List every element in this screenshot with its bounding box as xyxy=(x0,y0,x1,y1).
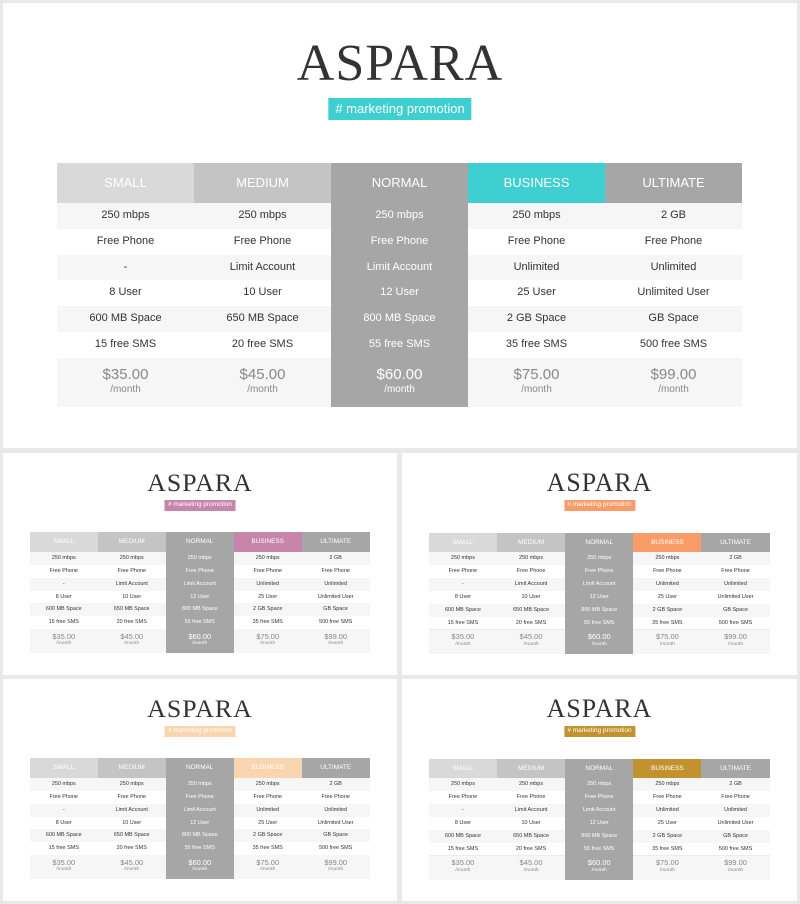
feature-cell: 55 free SMS xyxy=(368,338,431,350)
feature-cell: Free Phone xyxy=(701,791,769,805)
brand-title: ASPARA xyxy=(546,693,653,723)
feature-cell: Free Phone xyxy=(302,791,370,805)
price-box xyxy=(57,358,194,407)
feature-cell: 8 User xyxy=(429,817,497,831)
feature-cell: Limit Account xyxy=(497,804,565,818)
plan-price: $75.00 xyxy=(256,858,280,868)
feature-cell: Limit Account xyxy=(497,578,565,592)
feature-cell: 55 free SMS xyxy=(184,619,215,626)
feature-cell: Free Phone xyxy=(302,565,370,579)
feature-cell: 650 MB Space xyxy=(194,306,331,333)
feature-cell: 600 MB Space xyxy=(30,829,98,843)
plan-column-small[interactable] xyxy=(57,163,194,407)
plan-price: $45.00 xyxy=(120,632,144,642)
plan-price: $35.00 xyxy=(102,365,149,383)
feature-cell: 250 mbps xyxy=(234,778,302,792)
feature-cell: 2 GB xyxy=(701,552,769,566)
feature-cell: 12 User xyxy=(190,593,210,600)
feature-cell: 35 free SMS xyxy=(234,616,302,630)
plan-header: MEDIUM xyxy=(98,532,166,552)
feature-cell: 2 GB Space xyxy=(633,830,701,844)
feature-cell: GB Space xyxy=(302,603,370,617)
plan-price: $99.00 xyxy=(724,632,747,642)
feature-cell: 15 free SMS xyxy=(30,616,98,630)
feature-cell: Unlimited xyxy=(302,804,370,818)
feature-cell: 2 GB Space xyxy=(468,306,605,333)
feature-cell: 250 mbps xyxy=(375,209,424,221)
pricing-slide[interactable] xyxy=(3,453,397,675)
feature-cell: 650 MB Space xyxy=(497,604,565,618)
billing-period: /month xyxy=(124,641,140,647)
billing-period: /month xyxy=(192,867,208,873)
price-box xyxy=(194,358,331,407)
plan-price: $99.00 xyxy=(724,858,747,868)
feature-cell: 55 free SMS xyxy=(584,619,615,626)
feature-cell: 20 free SMS xyxy=(497,617,565,631)
feature-cell: 15 free SMS xyxy=(57,332,194,359)
feature-cell: 250 mbps xyxy=(187,555,212,562)
price-box xyxy=(234,629,302,653)
plan-price: $45.00 xyxy=(519,858,543,868)
plan-header: ULTIMATE xyxy=(701,533,769,553)
price-box xyxy=(302,855,370,879)
plan-header: ULTIMATE xyxy=(302,758,370,778)
feature-cell: Free Phone xyxy=(370,234,429,247)
feature-cell: 10 User xyxy=(497,817,565,831)
billing-period: /month xyxy=(521,383,552,395)
plan-header: MEDIUM xyxy=(194,163,331,203)
feature-cell: 12 User xyxy=(589,593,609,600)
feature-cell: 500 free SMS xyxy=(302,616,370,630)
plan-header: SMALL xyxy=(30,758,98,778)
feature-cell: 10 User xyxy=(98,591,166,605)
plan-column-normal[interactable] xyxy=(565,759,633,880)
plan-header: ULTIMATE xyxy=(701,759,769,779)
billing-period: /month xyxy=(523,641,539,647)
feature-cell: Free Phone xyxy=(194,229,331,256)
feature-cell: Free Phone xyxy=(701,565,769,579)
plan-price: $35.00 xyxy=(52,632,76,642)
feature-cell: 8 User xyxy=(57,280,194,307)
plan-column-medium[interactable] xyxy=(194,163,331,407)
plan-header: MEDIUM xyxy=(98,758,166,778)
feature-cell: 15 free SMS xyxy=(30,842,98,856)
price-box xyxy=(633,630,701,654)
billing-period: /month xyxy=(260,867,276,873)
plan-price: $60.00 xyxy=(376,365,423,383)
plan-column-business[interactable] xyxy=(633,759,701,880)
feature-cell: 35 free SMS xyxy=(633,843,701,857)
feature-cell: 250 mbps xyxy=(497,778,565,792)
feature-cell: GB Space xyxy=(605,306,742,333)
billing-period: /month xyxy=(659,867,675,873)
feature-cell: 10 User xyxy=(98,817,166,831)
brand-title: ASPARA xyxy=(546,467,653,497)
plan-header: BUSINESS xyxy=(633,759,701,779)
plan-column-small[interactable] xyxy=(30,758,98,879)
feature-cell: Unlimited xyxy=(234,804,302,818)
pricing-slide[interactable] xyxy=(402,679,797,901)
price-box xyxy=(701,856,769,880)
feature-cell: 20 free SMS xyxy=(497,843,565,857)
feature-cell: 600 MB Space xyxy=(429,830,497,844)
feature-cell: 800 MB Space xyxy=(181,832,218,839)
plan-price: $99.00 xyxy=(650,365,697,383)
feature-cell: 15 free SMS xyxy=(429,843,497,857)
plan-header: SMALL xyxy=(30,532,98,552)
feature-cell: 15 free SMS xyxy=(429,617,497,631)
plan-column-small[interactable] xyxy=(30,532,98,653)
plan-price: $35.00 xyxy=(451,858,475,868)
price-box xyxy=(98,855,166,879)
plan-price: $75.00 xyxy=(655,858,679,868)
price-box xyxy=(605,358,742,407)
feature-cell: Free Phone xyxy=(468,229,605,256)
tagline-badge: # marketing promotion xyxy=(564,726,635,737)
plan-column-ultimate[interactable] xyxy=(701,533,769,654)
feature-cell: - xyxy=(30,804,98,818)
billing-period: /month xyxy=(260,641,276,647)
feature-cell: - xyxy=(30,578,98,592)
feature-cell: 500 free SMS xyxy=(701,617,769,631)
price-box xyxy=(497,856,565,880)
pricing-table xyxy=(57,163,742,407)
feature-cell: Unlimited xyxy=(468,255,605,282)
feature-cell: 800 MB Space xyxy=(181,606,218,613)
plan-header: BUSINESS xyxy=(234,532,302,552)
price-box xyxy=(565,856,633,880)
plan-price: $99.00 xyxy=(324,858,348,868)
feature-cell: 800 MB Space xyxy=(581,606,618,613)
plan-price: $75.00 xyxy=(513,365,560,383)
plan-price: $45.00 xyxy=(120,858,144,868)
plan-price: $45.00 xyxy=(519,632,543,642)
feature-cell: GB Space xyxy=(701,604,769,618)
billing-period: /month xyxy=(328,641,344,647)
plan-column-business[interactable] xyxy=(234,758,302,879)
feature-cell: 600 MB Space xyxy=(30,603,98,617)
price-box xyxy=(701,630,769,654)
price-box xyxy=(234,855,302,879)
plan-column-ultimate[interactable] xyxy=(302,758,370,879)
plan-price: $60.00 xyxy=(188,858,212,868)
feature-cell: Unlimited xyxy=(633,578,701,592)
plan-header: SMALL xyxy=(429,759,497,779)
plan-column-business[interactable] xyxy=(468,163,605,407)
feature-cell: 250 mbps xyxy=(429,552,497,566)
plan-column-small[interactable] xyxy=(429,533,497,654)
feature-cell: Unlimited User xyxy=(701,591,769,605)
plan-header: NORMAL xyxy=(166,758,234,778)
price-box xyxy=(30,855,98,879)
feature-cell: 55 free SMS xyxy=(584,845,615,852)
feature-cell: 250 mbps xyxy=(98,778,166,792)
plan-column-ultimate[interactable] xyxy=(701,759,769,880)
feature-cell: 20 free SMS xyxy=(194,332,331,359)
feature-cell: 25 User xyxy=(633,591,701,605)
feature-cell: Unlimited xyxy=(633,804,701,818)
feature-cell: 800 MB Space xyxy=(581,832,618,839)
feature-cell: 250 mbps xyxy=(194,203,331,230)
feature-cell: Unlimited User xyxy=(701,817,769,831)
price-box xyxy=(497,630,565,654)
plan-column-medium[interactable] xyxy=(497,759,565,880)
billing-period: /month xyxy=(124,867,140,873)
feature-cell: 12 User xyxy=(589,819,609,826)
billing-period: /month xyxy=(247,383,278,395)
tagline-badge: # marketing promotion xyxy=(328,98,471,120)
plan-column-normal[interactable] xyxy=(166,758,234,879)
feature-cell: Free Phone xyxy=(429,791,497,805)
price-box xyxy=(429,630,497,654)
billing-period: /month xyxy=(192,641,208,647)
price-box xyxy=(30,629,98,653)
feature-cell: Free Phone xyxy=(30,791,98,805)
billing-period: /month xyxy=(110,383,141,395)
billing-period: /month xyxy=(658,383,689,395)
feature-cell: Unlimited User xyxy=(605,280,742,307)
plan-header: NORMAL xyxy=(565,533,633,553)
plan-price: $60.00 xyxy=(587,858,611,868)
feature-cell: 600 MB Space xyxy=(429,604,497,618)
plan-header: ULTIMATE xyxy=(302,532,370,552)
pricing-slide[interactable] xyxy=(3,679,397,901)
feature-cell: 8 User xyxy=(429,591,497,605)
feature-cell: Limit Account xyxy=(98,804,166,818)
feature-cell: Free Phone xyxy=(497,565,565,579)
plan-column-medium[interactable] xyxy=(497,533,565,654)
billing-period: /month xyxy=(591,641,607,647)
feature-cell: GB Space xyxy=(302,829,370,843)
feature-cell: Free Phone xyxy=(98,791,166,805)
pricing-table xyxy=(429,759,770,880)
price-box xyxy=(98,629,166,653)
billing-period: /month xyxy=(56,641,72,647)
price-box xyxy=(633,856,701,880)
brand-title: ASPARA xyxy=(147,693,253,723)
feature-cell: - xyxy=(429,804,497,818)
plan-price: $45.00 xyxy=(239,365,286,383)
price-box xyxy=(331,358,468,407)
feature-cell: Free Phone xyxy=(633,791,701,805)
feature-cell: 25 User xyxy=(234,817,302,831)
plan-price: $35.00 xyxy=(52,858,76,868)
feature-cell: Limit Account xyxy=(183,806,216,813)
feature-cell: 12 User xyxy=(190,819,210,826)
plan-column-ultimate[interactable] xyxy=(605,163,742,407)
feature-cell: 2 GB xyxy=(605,203,742,230)
billing-period: /month xyxy=(328,867,344,873)
plan-price: $35.00 xyxy=(451,632,475,642)
feature-cell: 250 mbps xyxy=(234,552,302,566)
feature-cell: Free Phone xyxy=(605,229,742,256)
billing-period: /month xyxy=(727,641,744,647)
billing-period: /month xyxy=(523,867,539,873)
feature-cell: Free Phone xyxy=(30,565,98,579)
plan-header: BUSINESS xyxy=(468,163,605,203)
plan-column-normal[interactable] xyxy=(331,163,468,407)
feature-cell: Unlimited xyxy=(701,578,769,592)
feature-cell: GB Space xyxy=(701,830,769,844)
feature-cell: 250 mbps xyxy=(30,778,98,792)
plan-column-business[interactable] xyxy=(234,532,302,653)
plan-header: ULTIMATE xyxy=(605,163,742,203)
feature-cell: 250 mbps xyxy=(633,778,701,792)
feature-cell: Free Phone xyxy=(497,791,565,805)
billing-period: /month xyxy=(727,867,744,873)
feature-cell: 8 User xyxy=(30,591,98,605)
feature-cell: Free Phone xyxy=(584,568,614,575)
feature-cell: Free Phone xyxy=(185,568,214,575)
feature-cell: Limit Account xyxy=(194,255,331,282)
feature-cell: 250 mbps xyxy=(57,203,194,230)
pricing-slide[interactable] xyxy=(402,453,797,675)
feature-cell: 20 free SMS xyxy=(98,616,166,630)
price-box xyxy=(302,629,370,653)
feature-cell: 250 mbps xyxy=(587,781,612,788)
plan-price: $60.00 xyxy=(188,632,212,642)
feature-cell: Unlimited xyxy=(605,255,742,282)
plan-header: BUSINESS xyxy=(234,758,302,778)
billing-period: /month xyxy=(384,383,415,395)
feature-cell: Unlimited User xyxy=(302,591,370,605)
feature-cell: 250 mbps xyxy=(187,781,212,788)
feature-cell: 250 mbps xyxy=(633,552,701,566)
feature-cell: Free Phone xyxy=(234,791,302,805)
feature-cell: Free Phone xyxy=(234,565,302,579)
plan-column-small[interactable] xyxy=(429,759,497,880)
plan-column-medium[interactable] xyxy=(98,758,166,879)
feature-cell: 800 MB Space xyxy=(363,312,436,325)
feature-cell: - xyxy=(57,255,194,282)
plan-header: MEDIUM xyxy=(497,759,565,779)
plan-price: $75.00 xyxy=(655,632,679,642)
feature-cell: 250 mbps xyxy=(497,552,565,566)
feature-cell: 2 GB Space xyxy=(633,604,701,618)
feature-cell: Limit Account xyxy=(582,807,616,814)
price-box xyxy=(166,855,234,879)
price-box xyxy=(166,629,234,653)
feature-cell: 25 User xyxy=(234,591,302,605)
feature-cell: Limit Account xyxy=(582,581,616,588)
feature-cell: 35 free SMS xyxy=(633,617,701,631)
feature-cell: 12 User xyxy=(380,286,419,299)
feature-cell: 2 GB xyxy=(302,552,370,566)
tagline-badge: # marketing promotion xyxy=(165,726,236,737)
tagline-badge: # marketing promotion xyxy=(165,500,236,511)
feature-cell: 35 free SMS xyxy=(468,332,605,359)
feature-cell: 650 MB Space xyxy=(98,603,166,617)
feature-cell: 10 User xyxy=(497,591,565,605)
price-box xyxy=(429,856,497,880)
pricing-table xyxy=(30,758,370,879)
feature-cell: 2 GB xyxy=(302,778,370,792)
feature-cell: 2 GB Space xyxy=(234,603,302,617)
billing-period: /month xyxy=(455,641,471,647)
feature-cell: 10 User xyxy=(194,280,331,307)
feature-cell: 2 GB xyxy=(701,778,769,792)
plan-header: NORMAL xyxy=(565,759,633,779)
price-box xyxy=(565,630,633,654)
feature-cell: Free Phone xyxy=(98,565,166,579)
feature-cell: 600 MB Space xyxy=(57,306,194,333)
plan-header: NORMAL xyxy=(166,532,234,552)
feature-cell: 8 User xyxy=(30,817,98,831)
plan-price: $99.00 xyxy=(324,632,348,642)
feature-cell: 25 User xyxy=(633,817,701,831)
tagline-badge: # marketing promotion xyxy=(564,500,635,511)
feature-cell: 250 mbps xyxy=(98,552,166,566)
feature-cell: Unlimited xyxy=(234,578,302,592)
feature-cell: Unlimited xyxy=(302,578,370,592)
feature-cell: Free Phone xyxy=(584,794,614,801)
feature-cell: Limit Account xyxy=(366,260,433,273)
billing-period: /month xyxy=(591,867,607,873)
feature-cell: Unlimited User xyxy=(302,817,370,831)
plan-column-ultimate[interactable] xyxy=(302,532,370,653)
feature-cell: 650 MB Space xyxy=(98,829,166,843)
feature-cell: Limit Account xyxy=(98,578,166,592)
feature-cell: Free Phone xyxy=(185,794,214,801)
plan-header: SMALL xyxy=(57,163,194,203)
feature-cell: 55 free SMS xyxy=(184,845,215,852)
plan-column-medium[interactable] xyxy=(98,532,166,653)
plan-column-normal[interactable] xyxy=(565,533,633,654)
feature-cell: 2 GB Space xyxy=(234,829,302,843)
feature-cell: 25 User xyxy=(468,280,605,307)
brand-title: ASPARA xyxy=(147,467,253,497)
pricing-table xyxy=(30,532,370,653)
feature-cell: 500 free SMS xyxy=(302,842,370,856)
price-box xyxy=(468,358,605,407)
billing-period: /month xyxy=(56,867,72,873)
feature-cell: 250 mbps xyxy=(429,778,497,792)
plan-column-normal[interactable] xyxy=(166,532,234,653)
feature-cell: 20 free SMS xyxy=(98,842,166,856)
plan-header: NORMAL xyxy=(331,163,468,203)
feature-cell: Free Phone xyxy=(57,229,194,256)
pricing-table xyxy=(429,533,770,654)
plan-column-business[interactable] xyxy=(633,533,701,654)
feature-cell: 650 MB Space xyxy=(497,830,565,844)
billing-period: /month xyxy=(659,641,675,647)
feature-cell: 250 mbps xyxy=(587,555,612,562)
feature-cell: 250 mbps xyxy=(468,203,605,230)
feature-cell: 500 free SMS xyxy=(605,332,742,359)
feature-cell: 500 free SMS xyxy=(701,843,769,857)
plan-header: MEDIUM xyxy=(497,533,565,553)
brand-title: ASPARA xyxy=(296,35,504,92)
feature-cell: Free Phone xyxy=(633,565,701,579)
billing-period: /month xyxy=(455,867,471,873)
feature-cell: 35 free SMS xyxy=(234,842,302,856)
pricing-slide[interactable] xyxy=(3,3,797,448)
plan-price: $75.00 xyxy=(256,632,280,642)
feature-cell: - xyxy=(429,578,497,592)
feature-cell: 250 mbps xyxy=(30,552,98,566)
plan-price: $60.00 xyxy=(587,632,611,642)
feature-cell: Free Phone xyxy=(429,565,497,579)
feature-cell: Unlimited xyxy=(701,804,769,818)
feature-cell: Limit Account xyxy=(183,580,216,587)
plan-header: BUSINESS xyxy=(633,533,701,553)
plan-header: SMALL xyxy=(429,533,497,553)
